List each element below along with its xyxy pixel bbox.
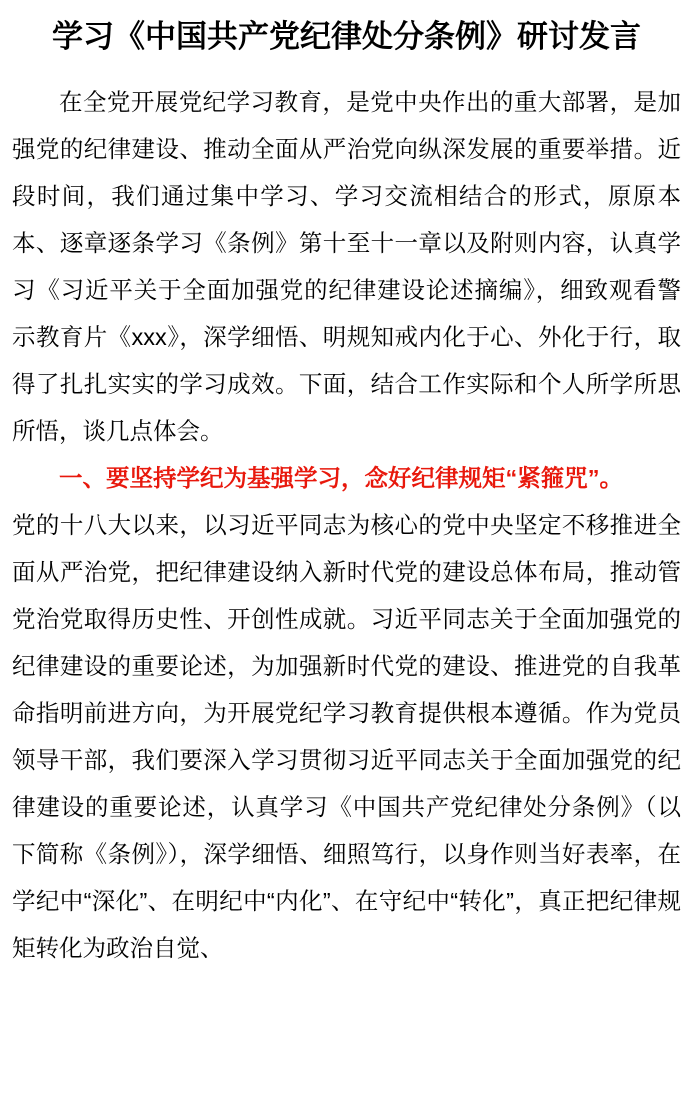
page-title: 学习《中国共产党纪律处分条例》研讨发言 <box>52 19 641 54</box>
paragraph-intro: 在全党开展党纪学习教育，是党中央作出的重大部署，是加强党的纪律建设、推动全面从严治党向纵深发展的重要举措。近段时间，我们通过集中学习、学习交流相结合的形式，原原本本、逐章逐条学习《条例》第十至十一章以及附则内容，认真学习《习近平关于全面加强党的纪律建设论述摘编》，细致观看警示教育片《xxx》，深学细悟、明规知戒内化于心、外化于行，取得了扎扎实实的学习成效。下面，结合工作实际和个人所学所思所悟，谈几点体会。 <box>12 88 681 444</box>
section-body-one: 党的十八大以来，以习近平同志为核心的党中央坚定不移推进全面从严治党，把纪律建设纳入新时代党的建设总体布局，推动管党治党取得历史性、开创性成就。习近平同志关于全面加强党的纪律建设的重要论述，为加强新时代党的建设、推进党的自我革命指明前进方向，为开展党纪学习教育提供根本遵循。作为党员领导干部，我们要深入学习贯彻习近平同志关于全面加强党的纪律建设的重要论述，认真学习《中国共产党纪律处分条例》（以下简称《条例》），深学细悟、细照笃行，以身作则当好表率，在学纪中“深化”、在明纪中“内化”、在守纪中“转化”，真正把纪律规矩转化为政治自觉、 <box>12 511 681 961</box>
section-heading-one: 一、要坚持学纪为基强学习，念好纪律规矩“紧箍咒”。 <box>59 464 623 491</box>
